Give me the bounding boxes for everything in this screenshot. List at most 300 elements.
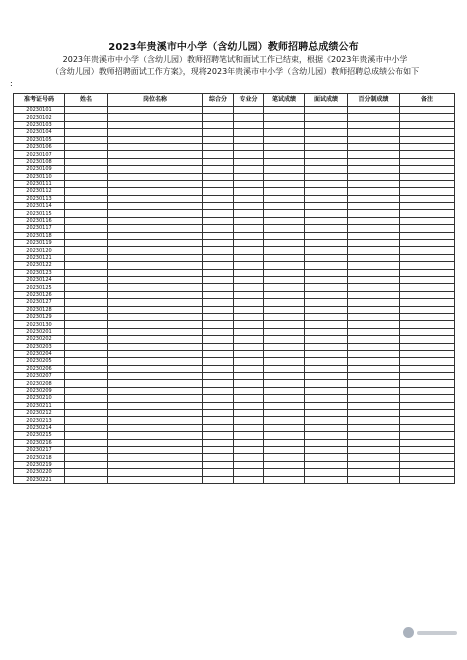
empty-cell (65, 321, 108, 328)
empty-cell (348, 350, 400, 357)
table-row (14, 203, 455, 210)
empty-cell (108, 380, 203, 387)
empty-cell (65, 166, 108, 173)
empty-cell (348, 232, 400, 239)
empty-cell (264, 180, 305, 187)
empty-cell (400, 195, 455, 202)
empty-cell (234, 299, 264, 306)
empty-cell (348, 358, 400, 365)
admission-no-cell: 20230208 (14, 380, 65, 387)
empty-cell (234, 195, 264, 202)
empty-cell (305, 195, 348, 202)
empty-cell (305, 380, 348, 387)
empty-cell (234, 269, 264, 276)
empty-cell (305, 121, 348, 128)
empty-cell (65, 365, 108, 372)
empty-cell (203, 358, 234, 365)
empty-cell (203, 276, 234, 283)
empty-cell (264, 380, 305, 387)
empty-cell (203, 210, 234, 217)
empty-cell (264, 166, 305, 173)
table-row (14, 262, 455, 269)
empty-cell (203, 262, 234, 269)
empty-cell (108, 121, 203, 128)
empty-cell (348, 262, 400, 269)
empty-cell (400, 107, 455, 114)
admission-no-cell: 20230212 (14, 410, 65, 417)
empty-cell (400, 166, 455, 173)
empty-cell (305, 432, 348, 439)
empty-cell (305, 365, 348, 372)
empty-cell (264, 158, 305, 165)
admission-no-cell: 20230206 (14, 365, 65, 372)
empty-cell (108, 269, 203, 276)
admission-no-cell: 20230123 (14, 269, 65, 276)
empty-cell (203, 284, 234, 291)
table-row (14, 151, 455, 158)
empty-cell (108, 439, 203, 446)
admission-no-cell: 20230108 (14, 158, 65, 165)
empty-cell (65, 343, 108, 350)
empty-cell (400, 350, 455, 357)
header-written-score: 笔试成绩 (264, 94, 305, 107)
account-logo-icon (403, 627, 414, 638)
admission-no-cell: 20230201 (14, 328, 65, 335)
admission-no-cell: 20230115 (14, 210, 65, 217)
empty-cell (264, 417, 305, 424)
empty-cell (400, 299, 455, 306)
watermark-text-placeholder (417, 631, 457, 635)
admission-no-cell: 20230202 (14, 336, 65, 343)
empty-cell (203, 321, 234, 328)
empty-cell (65, 158, 108, 165)
empty-cell (203, 166, 234, 173)
empty-cell (264, 210, 305, 217)
empty-cell (65, 225, 108, 232)
table-row (14, 225, 455, 232)
table-row (14, 299, 455, 306)
empty-cell (305, 158, 348, 165)
empty-cell (264, 439, 305, 446)
admission-no-cell: 20230118 (14, 232, 65, 239)
empty-cell (305, 446, 348, 453)
empty-cell (108, 358, 203, 365)
admission-no-cell: 20230211 (14, 402, 65, 409)
empty-cell (65, 439, 108, 446)
empty-cell (264, 284, 305, 291)
empty-cell (65, 254, 108, 261)
empty-cell (264, 410, 305, 417)
empty-cell (348, 365, 400, 372)
empty-cell (400, 180, 455, 187)
empty-cell (234, 276, 264, 283)
empty-cell (203, 454, 234, 461)
header-professional-score: 专业分 (234, 94, 264, 107)
empty-cell (305, 254, 348, 261)
empty-cell (65, 313, 108, 320)
empty-cell (234, 121, 264, 128)
admission-no-cell: 20230220 (14, 469, 65, 476)
table-row (14, 107, 455, 114)
empty-cell (108, 469, 203, 476)
empty-cell (305, 402, 348, 409)
empty-cell (264, 299, 305, 306)
empty-cell (203, 439, 234, 446)
empty-cell (305, 410, 348, 417)
empty-cell (203, 328, 234, 335)
empty-cell (65, 328, 108, 335)
empty-cell (305, 373, 348, 380)
empty-cell (305, 291, 348, 298)
admission-no-cell: 20230218 (14, 454, 65, 461)
empty-cell (108, 136, 203, 143)
empty-cell (400, 143, 455, 150)
empty-cell (108, 365, 203, 372)
table-row (14, 343, 455, 350)
empty-cell (348, 136, 400, 143)
empty-cell (65, 180, 108, 187)
empty-cell (400, 188, 455, 195)
empty-cell (203, 232, 234, 239)
empty-cell (65, 114, 108, 121)
empty-cell (65, 276, 108, 283)
empty-cell (400, 446, 455, 453)
empty-cell (264, 476, 305, 483)
empty-cell (203, 269, 234, 276)
admission-no-cell: 20230207 (14, 373, 65, 380)
empty-cell (305, 247, 348, 254)
empty-cell (108, 291, 203, 298)
header-interview-score: 面试成绩 (305, 94, 348, 107)
empty-cell (264, 262, 305, 269)
empty-cell (203, 121, 234, 128)
empty-cell (264, 365, 305, 372)
empty-cell (108, 210, 203, 217)
empty-cell (65, 358, 108, 365)
admission-no-cell: 20230120 (14, 247, 65, 254)
admission-no-cell: 20230106 (14, 143, 65, 150)
empty-cell (348, 439, 400, 446)
empty-cell (234, 225, 264, 232)
empty-cell (400, 158, 455, 165)
empty-cell (234, 284, 264, 291)
admission-no-cell: 20230117 (14, 225, 65, 232)
empty-cell (305, 328, 348, 335)
header-position: 岗位名称 (108, 94, 203, 107)
empty-cell (264, 143, 305, 150)
empty-cell (234, 454, 264, 461)
empty-cell (108, 306, 203, 313)
empty-cell (234, 410, 264, 417)
empty-cell (400, 336, 455, 343)
empty-cell (305, 240, 348, 247)
empty-cell (108, 240, 203, 247)
empty-cell (348, 225, 400, 232)
empty-cell (305, 321, 348, 328)
table-row (14, 358, 455, 365)
empty-cell (305, 350, 348, 357)
empty-cell (400, 269, 455, 276)
empty-cell (203, 143, 234, 150)
admission-no-cell: 20230124 (14, 276, 65, 283)
empty-cell (108, 173, 203, 180)
table-row (14, 476, 455, 483)
empty-cell (203, 387, 234, 394)
empty-cell (234, 336, 264, 343)
admission-no-cell: 20230215 (14, 432, 65, 439)
header-remark: 备注 (400, 94, 455, 107)
empty-cell (65, 424, 108, 431)
empty-cell (108, 336, 203, 343)
empty-cell (203, 299, 234, 306)
empty-cell (65, 336, 108, 343)
empty-cell (264, 129, 305, 136)
admission-no-cell: 20230221 (14, 476, 65, 483)
empty-cell (234, 380, 264, 387)
header-composite-score: 综合分 (203, 94, 234, 107)
empty-cell (234, 343, 264, 350)
empty-cell (203, 254, 234, 261)
empty-cell (264, 336, 305, 343)
empty-cell (400, 417, 455, 424)
empty-cell (203, 240, 234, 247)
empty-cell (108, 262, 203, 269)
empty-cell (108, 402, 203, 409)
empty-cell (108, 158, 203, 165)
table-row (14, 336, 455, 343)
empty-cell (400, 476, 455, 483)
table-row (14, 365, 455, 372)
empty-cell (264, 313, 305, 320)
empty-cell (203, 217, 234, 224)
empty-cell (234, 291, 264, 298)
empty-cell (108, 188, 203, 195)
empty-cell (203, 365, 234, 372)
empty-cell (234, 476, 264, 483)
empty-cell (234, 469, 264, 476)
table-row (14, 217, 455, 224)
empty-cell (348, 446, 400, 453)
empty-cell (400, 247, 455, 254)
empty-cell (305, 343, 348, 350)
empty-cell (234, 461, 264, 468)
empty-cell (234, 166, 264, 173)
empty-cell (400, 240, 455, 247)
empty-cell (305, 395, 348, 402)
empty-cell (234, 180, 264, 187)
table-row (14, 417, 455, 424)
admission-no-cell: 20230112 (14, 188, 65, 195)
intro-line-3: : (10, 79, 13, 88)
empty-cell (264, 195, 305, 202)
empty-cell (400, 173, 455, 180)
empty-cell (400, 469, 455, 476)
empty-cell (65, 380, 108, 387)
admission-no-cell: 20230122 (14, 262, 65, 269)
empty-cell (348, 395, 400, 402)
empty-cell (234, 395, 264, 402)
empty-cell (108, 321, 203, 328)
empty-cell (305, 166, 348, 173)
table-row (14, 432, 455, 439)
empty-cell (264, 151, 305, 158)
empty-cell (264, 328, 305, 335)
admission-no-cell: 20230119 (14, 240, 65, 247)
header-percent-score: 百分制成绩 (348, 94, 400, 107)
empty-cell (65, 217, 108, 224)
empty-cell (400, 313, 455, 320)
empty-cell (234, 107, 264, 114)
admission-no-cell: 20230213 (14, 417, 65, 424)
empty-cell (234, 232, 264, 239)
empty-cell (264, 136, 305, 143)
empty-cell (264, 107, 305, 114)
table-row (14, 350, 455, 357)
empty-cell (264, 461, 305, 468)
empty-cell (264, 232, 305, 239)
empty-cell (65, 284, 108, 291)
empty-cell (348, 143, 400, 150)
empty-cell (65, 299, 108, 306)
table-row (14, 158, 455, 165)
empty-cell (400, 424, 455, 431)
empty-cell (234, 321, 264, 328)
empty-cell (400, 129, 455, 136)
empty-cell (108, 395, 203, 402)
table-row (14, 424, 455, 431)
admission-no-cell: 20230121 (14, 254, 65, 261)
empty-cell (348, 210, 400, 217)
empty-cell (305, 210, 348, 217)
empty-cell (234, 203, 264, 210)
intro-paragraph (10, 54, 460, 90)
empty-cell (264, 291, 305, 298)
empty-cell (400, 321, 455, 328)
admission-no-cell: 20230116 (14, 217, 65, 224)
empty-cell (305, 358, 348, 365)
empty-cell (264, 343, 305, 350)
empty-cell (305, 424, 348, 431)
empty-cell (264, 358, 305, 365)
empty-cell (65, 402, 108, 409)
table-row (14, 247, 455, 254)
empty-cell (203, 129, 234, 136)
empty-cell (234, 129, 264, 136)
empty-cell (65, 432, 108, 439)
empty-cell (305, 461, 348, 468)
empty-cell (234, 373, 264, 380)
empty-cell (400, 461, 455, 468)
admission-no-cell: 20230209 (14, 387, 65, 394)
empty-cell (264, 446, 305, 453)
empty-cell (348, 195, 400, 202)
empty-cell (348, 313, 400, 320)
empty-cell (108, 151, 203, 158)
empty-cell (348, 461, 400, 468)
empty-cell (203, 180, 234, 187)
header-admission-no: 准考证号码 (14, 94, 65, 107)
empty-cell (400, 254, 455, 261)
empty-cell (203, 373, 234, 380)
empty-cell (400, 432, 455, 439)
empty-cell (65, 373, 108, 380)
empty-cell (65, 410, 108, 417)
empty-cell (108, 299, 203, 306)
empty-cell (234, 358, 264, 365)
empty-cell (234, 173, 264, 180)
empty-cell (348, 203, 400, 210)
empty-cell (264, 203, 305, 210)
empty-cell (348, 291, 400, 298)
empty-cell (264, 432, 305, 439)
empty-cell (264, 276, 305, 283)
empty-cell (108, 373, 203, 380)
empty-cell (348, 380, 400, 387)
empty-cell (305, 232, 348, 239)
empty-cell (264, 395, 305, 402)
empty-cell (65, 387, 108, 394)
empty-cell (400, 114, 455, 121)
empty-cell (203, 343, 234, 350)
empty-cell (400, 151, 455, 158)
table-header-row (14, 94, 455, 107)
empty-cell (234, 439, 264, 446)
empty-cell (108, 424, 203, 431)
empty-cell (305, 262, 348, 269)
table-row (14, 121, 455, 128)
empty-cell (108, 254, 203, 261)
table-row (14, 180, 455, 187)
empty-cell (65, 173, 108, 180)
empty-cell (234, 217, 264, 224)
table-row (14, 284, 455, 291)
empty-cell (234, 417, 264, 424)
empty-cell (400, 358, 455, 365)
empty-cell (234, 158, 264, 165)
empty-cell (348, 321, 400, 328)
admission-no-cell: 20230219 (14, 461, 65, 468)
empty-cell (203, 136, 234, 143)
empty-cell (108, 387, 203, 394)
empty-cell (264, 240, 305, 247)
admission-no-cell: 20230105 (14, 136, 65, 143)
empty-cell (348, 284, 400, 291)
empty-cell (264, 173, 305, 180)
admission-no-cell: 20230125 (14, 284, 65, 291)
empty-cell (305, 225, 348, 232)
empty-cell (234, 240, 264, 247)
table-row (14, 328, 455, 335)
empty-cell (264, 269, 305, 276)
empty-cell (264, 350, 305, 357)
empty-cell (348, 410, 400, 417)
admission-no-cell: 20230203 (14, 343, 65, 350)
table-row (14, 232, 455, 239)
empty-cell (234, 446, 264, 453)
empty-cell (108, 114, 203, 121)
empty-cell (203, 203, 234, 210)
empty-cell (264, 469, 305, 476)
empty-cell (400, 136, 455, 143)
empty-cell (348, 114, 400, 121)
empty-cell (234, 210, 264, 217)
empty-cell (348, 173, 400, 180)
empty-cell (348, 417, 400, 424)
empty-cell (348, 188, 400, 195)
empty-cell (65, 446, 108, 453)
empty-cell (305, 299, 348, 306)
intro-line-2: （含幼儿园）教师招聘面试工作方案》，现将2023年贵溪市中小学（含幼儿园）教师招聘总成绩公布如下 (50, 67, 420, 76)
